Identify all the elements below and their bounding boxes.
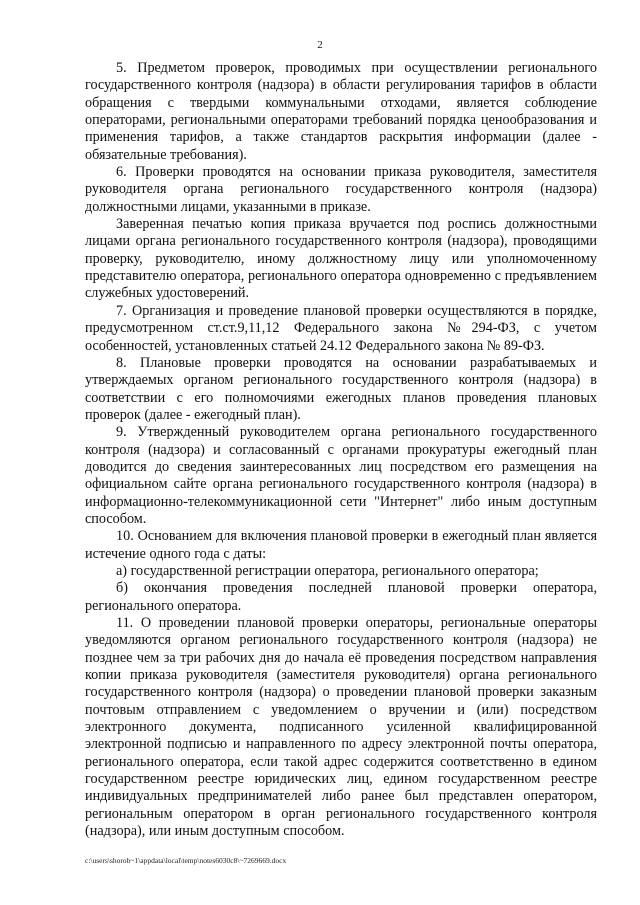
paragraph-7: 7. Организация и проведение плановой проверки осуществляются в порядке, предусмотренном ст.ст.9,11,12 Федерального закона №294-ФЗ, с учетом особенностей, установленных статьей 24.12 Федерального закона № 89-ФЗ. [85, 302, 597, 354]
paragraph-9: 9. Утвержденный руководителем органа регионального государственного контроля (надзора) и согласованный с органами прокуратуры ежегодный план доводится до сведения заинтересованных лиц посредством его размещения на официальном сайте органа регионального государственного контроля (надзора) в информационно-телекоммуникационной сети "Интернет" либо иным доступным способом. [85, 424, 597, 527]
paragraph-11: 11. О проведении плановой проверки операторы, региональные операторы уведомляются органом регионального государственного контроля (надзора) не позднее чем за три рабочих дня до начала её проведения посредством направления копии приказа руководителя (заместителя руководителя) органа регионального государственного контроля (надзора) о проведении плановой проверки заказным почтовым отправлением с уведомлением о вручении и (или) посредством электронного документа, подписанного усиленной квалифицированной электронной подписью и направленного по адресу электронной почты оператора, регионального оператора, если такой адрес содержится соответственно в едином государственном реестре юридических лиц, едином государственном реестре индивидуальных предпринимателей либо ранее был представлен оператором, региональным оператором в орган регионального государственного контроля (надзора), или иным доступным способом. [85, 615, 597, 840]
paragraph-8: 8. Плановые проверки проводятся на основании разрабатываемых и утверждаемых органом регионального государственного контроля (надзора) в соответствии с его полномочиями ежегодных планов проведения плановых проверок (далее - ежегодный план). [85, 354, 597, 423]
page-number: 2 [317, 39, 323, 51]
paragraph-10: 10. Основанием для включения плановой проверки в ежегодный план является истечение одного года с даты: [85, 528, 597, 562]
document-body [85, 60, 597, 840]
paragraph-5: 5. Предметом проверок, проводимых при осуществлении регионального государственного контроля (надзора) в области регулирования тарифов в области обращения с твердыми коммунальными отходами, является соблюдение операторами, региональными операторами требований порядка ценообразования и применения тарифов, а также стандартов раскрытия информации (далее - обязательные требования). [85, 60, 597, 163]
paragraph-10-item-b: б) окончания проведения последней плановой проверки оператора, регионального оператора. [85, 580, 597, 614]
paragraph-6-copy-order: Заверенная печатью копия приказа вручается под роспись должностными лицами органа регионального государственного контроля (надзора), проводящими проверку, руководителю, иному должностному лицу или уполномоченному представителю оператора, регионального оператора одновременно с предъявлением служебных удостоверений. [85, 216, 597, 302]
footer-file-path: c:\users\shorob~1\appdata\local\temp\notes6030c8\~7269669.docx [85, 856, 287, 865]
paragraph-6: 6. Проверки проводятся на основании приказа руководителя, заместителя руководителя органа регионального государственного контроля (надзора) должностными лицами, указанными в приказе. [85, 164, 597, 215]
paragraph-10-item-a: а) государственной регистрации оператора, регионального оператора; [116, 562, 539, 579]
